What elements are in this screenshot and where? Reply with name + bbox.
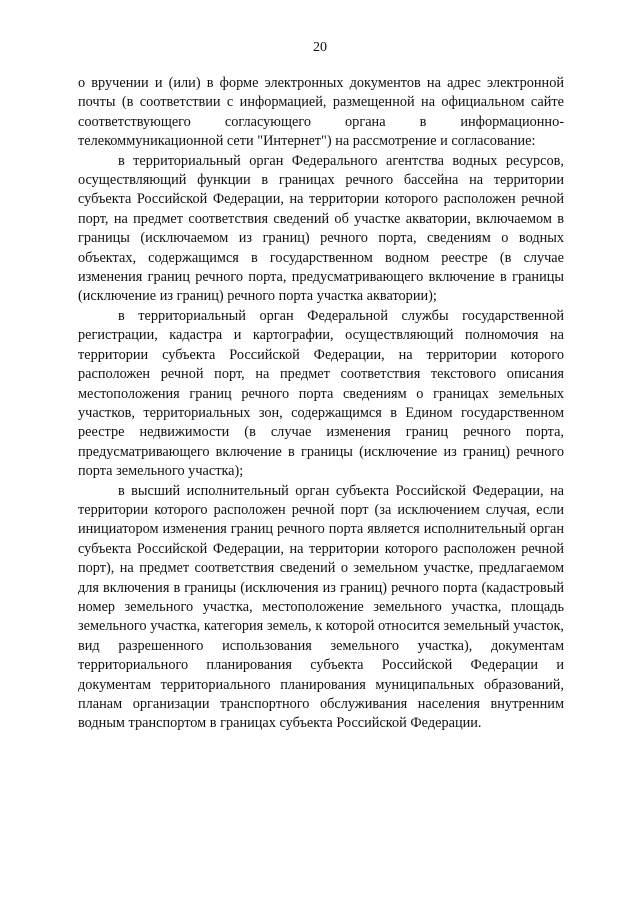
page-number: 20	[313, 40, 327, 55]
paragraph-water-resources-agency: в территориальный орган Федерального агентства водных ресурсов, осуществляющий функции в границах речного бассейна на территории субъекта Российской Федерации, на территории которого расположен речной порт, на предмет соответствия сведений об участке акватории, включаемом в границы (исключаемом из границ) речного порта, сведениям о водных объектах, содержащимся в государственном водном реестре (в случае изменения границ речного порта, предусматривающего включение в границы (исключение из границ) речного порта участка акватории);	[78, 152, 564, 305]
paragraph-executive-body: в высший исполнительный орган субъекта Российской Федерации, на территории которого расположен речной порт (за исключением случая, если инициатором изменения границ речного порта является исполнительный орган субъекта Российской Федерации, на территории которого расположен речной порт), на предмет соответствия сведений о земельном участке, предлагаемом для включения в границы (исключения из границ) речного порта (кадастровый номер земельного участка, местоположение земельного участка, площадь земельного участка, категория земель, к которой относится земельный участок, вид разрешенного использования земельного участка), документам территориального планирования субъекта Российской Федерации и документам территориального планирования муниципальных образований, планам организации транспортного обслуживания населения внутренним водным транспортом в границах субъекта Российской Федерации.	[78, 482, 564, 732]
paragraph-registration-service: в территориальный орган Федеральной службы государственной регистрации, кадастра и картографии, осуществляющий полномочия на территории субъекта Российской Федерации, на территории которого расположен речной порт, на предмет соответствия текстового описания местоположения границ речного порта сведениям о границах земельных участков, территориальных зон, содержащимся в Едином государственном реестре недвижимости (в случае изменения границ речного порта, предусматривающего включение в границы (исключение из границ) речного порта земельного участка);	[78, 307, 564, 480]
document-body	[78, 74, 564, 734]
paragraph-continuation: о вручении и (или) в форме электронных документов на адрес электронной почты (в соответствии с информацией, размещенной на официальном сайте соответствующего согласующего органа в информационно-телекоммуникационной сети "Интернет") на рассмотрение и согласование:	[78, 75, 564, 150]
